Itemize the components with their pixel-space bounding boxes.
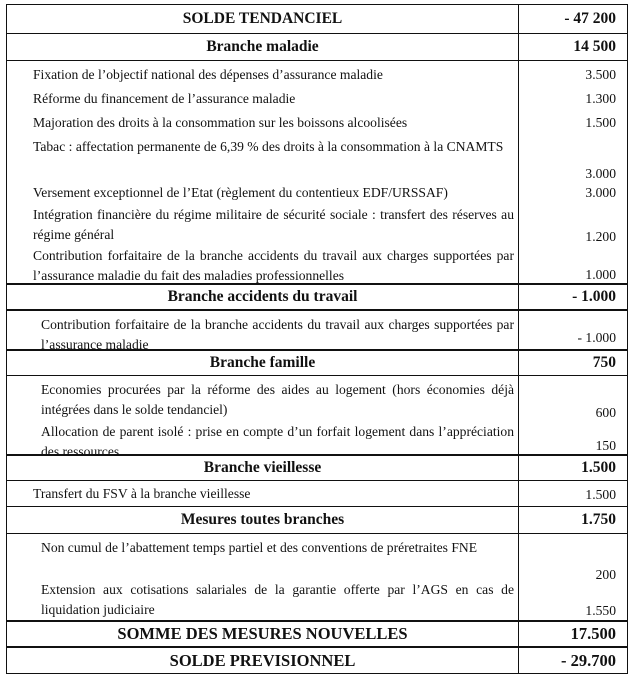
section-title: Branche maladie bbox=[7, 34, 519, 60]
item-text: Fixation de l’objectif national des dépenses d’assurance maladie bbox=[33, 67, 383, 82]
section-total: 1.750 bbox=[581, 511, 616, 528]
item-text: Contribution forfaitaire de la branche accidents du travail aux charges supportées par l’assurance maladie bbox=[41, 317, 514, 352]
solde-previsionnel-value: - 29.700 bbox=[561, 650, 616, 670]
section-title: Mesures toutes branches bbox=[7, 507, 519, 533]
item-text: Contribution forfaitaire de la branche accidents du travail aux charges supportées par l’assurance maladie du fait des maladies professionnelles bbox=[33, 248, 514, 283]
item-text: Intégration financière du régime militaire de sécurité sociale : transfert des réserves au régime général bbox=[33, 207, 514, 242]
section-title: Branche famille bbox=[7, 351, 519, 375]
section-total: 750 bbox=[592, 354, 616, 371]
section-title: Branche vieillesse bbox=[7, 456, 519, 480]
item-value: 600 bbox=[595, 404, 616, 420]
item-text: Economies procurées par la réforme des aides au logement (hors économies déjà intégrées dans le solde tendanciel) bbox=[41, 382, 514, 417]
section-items-maladie bbox=[7, 60, 627, 283]
budget-table bbox=[6, 4, 628, 674]
item-text: Tabac : affectation permanente de 6,39 % des droits à la consommation à la CNAMTS bbox=[33, 139, 504, 154]
somme-mesures-value: 17.500 bbox=[570, 624, 616, 643]
item-value: 3.000 bbox=[585, 165, 616, 181]
section-header-maladie bbox=[7, 33, 627, 60]
section-items-accidents-travail bbox=[7, 309, 627, 352]
section-total: 14 500 bbox=[573, 38, 616, 55]
section-header-toutes-branches bbox=[7, 506, 627, 533]
item-value: 3.500 bbox=[585, 67, 616, 82]
item-value: 1.300 bbox=[585, 91, 616, 106]
solde-previsionnel-row bbox=[7, 646, 627, 673]
solde-tendanciel-row bbox=[7, 5, 627, 33]
item-value: 3.000 bbox=[585, 185, 616, 200]
item-text: Non cumul de l’abattement temps partiel et des conventions de préretraites FNE bbox=[41, 540, 477, 555]
solde-tendanciel-label: SOLDE TENDANCIEL bbox=[7, 5, 519, 33]
section-items-toutes-branches bbox=[7, 533, 627, 620]
item-value: 1.000 bbox=[585, 266, 616, 282]
section-header-accidents-travail bbox=[7, 283, 627, 309]
somme-mesures-row bbox=[7, 620, 627, 646]
item-value: 1.550 bbox=[585, 602, 616, 618]
item-text: Allocation de parent isolé : prise en compte d’un forfait logement dans l’appréciation des ressources bbox=[41, 424, 514, 459]
solde-tendanciel-value: - 47 200 bbox=[564, 10, 616, 27]
item-value: 1.500 bbox=[585, 115, 616, 130]
item-value: - 1.000 bbox=[577, 329, 616, 345]
item-text: Réforme du financement de l’assurance maladie bbox=[33, 91, 296, 106]
section-items-vieillesse bbox=[7, 480, 627, 506]
item-text: Majoration des droits à la consommation sur les boissons alcoolisées bbox=[33, 115, 408, 130]
section-header-famille bbox=[7, 349, 627, 375]
section-total: - 1.000 bbox=[572, 288, 616, 305]
item-value: 150 bbox=[595, 437, 616, 453]
item-value: 1.500 bbox=[585, 487, 616, 502]
solde-previsionnel-label: SOLDE PREVISIONNEL bbox=[7, 648, 519, 673]
section-title: Branche accidents du travail bbox=[7, 285, 519, 309]
item-text: Versement exceptionnel de l’Etat (règlement du contentieux EDF/URSSAF) bbox=[33, 185, 448, 200]
item-value: 200 bbox=[595, 566, 616, 582]
item-value: 1.200 bbox=[585, 228, 616, 244]
section-header-vieillesse bbox=[7, 454, 627, 480]
item-text: Transfert du FSV à la branche vieillesse bbox=[33, 486, 251, 501]
item-text: Extension aux cotisations salariales de la garantie offerte par l’AGS en cas de liquidation judiciaire bbox=[41, 582, 514, 617]
section-items-famille bbox=[7, 375, 627, 459]
section-total: 1.500 bbox=[581, 459, 616, 476]
somme-mesures-label: SOMME DES MESURES NOUVELLES bbox=[7, 622, 519, 646]
